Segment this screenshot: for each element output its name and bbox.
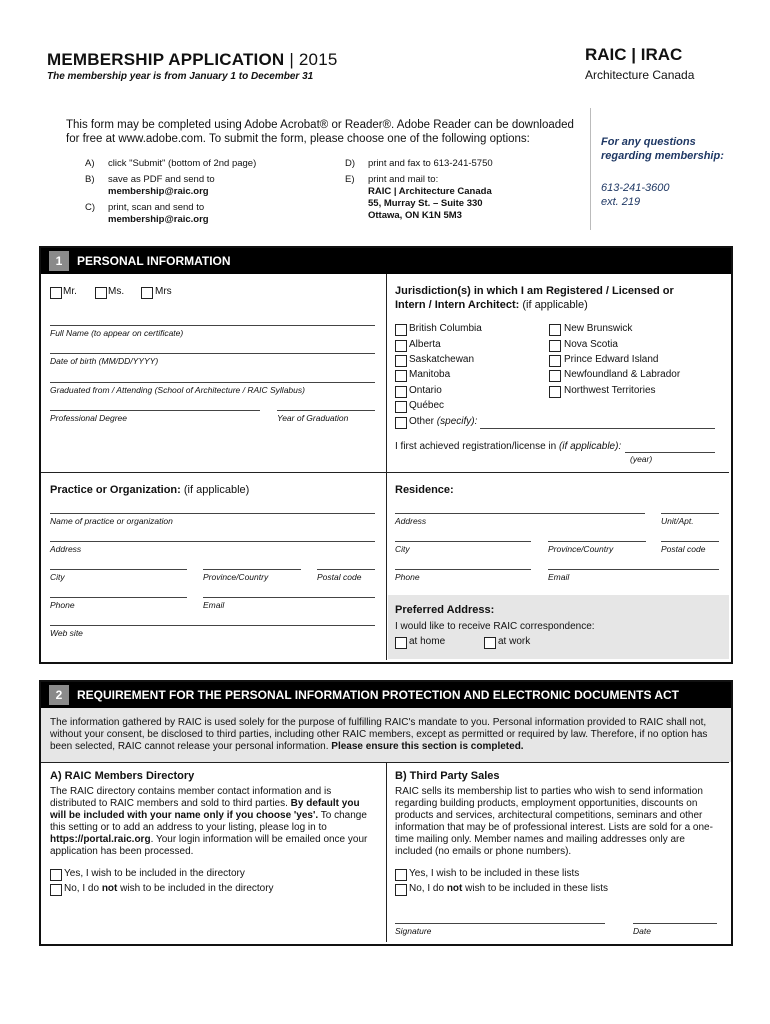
residence-province-field[interactable] [548,541,646,542]
jurisdiction-checkbox-other[interactable] [395,417,407,429]
option-a: A) click "Submit" (bottom of 2nd page) [85,158,257,169]
practice-city-field[interactable] [50,569,187,570]
jurisdiction-label-qc: Québec [409,400,445,411]
members-directory-heading: A) RAIC Members Directory [50,770,195,782]
jurisdiction-checkbox-qc[interactable] [395,401,407,413]
jurisdiction-checkbox-nl[interactable] [549,370,561,382]
year-label: (year) [630,454,653,464]
preferred-address-text: I would like to receive RAIC correspondence: [395,621,595,632]
ms-checkbox[interactable] [95,287,107,299]
section-number-badge: 1 [49,251,69,271]
practice-name-field[interactable] [50,513,375,514]
practice-name-label: Name of practice or organization [50,516,173,526]
residence-unit-label: Unit/Apt. [661,516,694,526]
residence-email-label: Email [548,572,570,582]
option-d: D) print and fax to 613-241-5750 [345,158,493,169]
option-e: E) print and mail to: RAIC | Architecture Canada 55, Murray St. – Suite 330 Ottawa, ON K1N 5M3 [345,174,492,221]
full-name-field[interactable] [50,325,375,326]
jurisdiction-label-pei: Prince Edward Island [564,354,659,365]
graduated-field[interactable] [50,382,375,383]
signature-field[interactable] [395,923,605,924]
practice-postal-field[interactable] [317,569,375,570]
option-b: B) save as PDF and send to membership@raic.org [85,174,215,197]
residence-address-label: Address [395,516,427,526]
jurisdiction-label-on: Ontario [409,385,442,396]
practice-email-field[interactable] [203,597,375,598]
signature-label: Signature [395,926,432,936]
mrs-label: Mrs [155,286,172,297]
raic-logo: RAIC | IRAC [585,45,683,64]
directory-no-checkbox[interactable] [50,884,62,896]
option-c: C) print, scan and send to membership@raic.org [85,202,209,225]
mrs-checkbox[interactable] [141,287,153,299]
jurisdiction-checkbox-pei[interactable] [549,355,561,367]
practice-phone-label: Phone [50,600,75,610]
jurisdiction-label-other: Other (specify): [409,416,478,427]
row-divider [41,472,729,473]
residence-province-label: Province/Country [548,544,614,554]
residence-postal-label: Postal code [661,544,706,554]
jurisdiction-label-nt: Northwest Territories [564,385,656,396]
practice-address-field[interactable] [50,541,375,542]
jurisdiction-label-nb: New Brunswick [564,323,633,334]
questions-box [590,108,753,230]
practice-postal-label: Postal code [317,572,362,582]
residence-city-field[interactable] [395,541,531,542]
date-label: Date [633,926,651,936]
jurisdiction-label-bc: British Columbia [409,323,482,334]
jurisdiction-label-ab: Alberta [409,339,441,350]
preferred-work-checkbox[interactable] [484,637,496,649]
residence-phone-field[interactable] [395,569,531,570]
jurisdiction-heading: Jurisdiction(s) in which I am Registered / Licensed or Intern / Intern Architect: (if applicable) [395,285,674,311]
ms-label: Ms. [108,286,125,297]
third-party-sales-text: RAIC sells its membership list to parties who wish to send information regarding building products, employment opportunities, discounts on products and services, architectural competitions, seminars and other information that may be of professional interest. Lists are sold for a one- time mailing only. Member names and mailing addresses only are included (no emails or phone numbers). [395,786,713,857]
practice-province-label: Province/Country [203,572,269,582]
residence-postal-field[interactable] [661,541,719,542]
directory-yes-checkbox[interactable] [50,869,62,881]
residence-email-field[interactable] [548,569,719,570]
third-party-yes-checkbox[interactable] [395,869,407,881]
jurisdiction-checkbox-nt[interactable] [549,386,561,398]
jurisdiction-checkbox-nb[interactable] [549,324,561,336]
column-divider [386,762,387,942]
practice-phone-field[interactable] [50,597,187,598]
section-1-header [41,248,731,274]
directory-no-label: No, I do not wish to be included in the directory [64,883,274,894]
third-party-no-checkbox[interactable] [395,884,407,896]
preferred-home-label: at home [409,636,446,647]
residence-unit-field[interactable] [661,513,719,514]
jurisdiction-label-ns: Nova Scotia [564,339,618,350]
jurisdiction-label-nl: Newfoundland & Labrador [564,369,681,380]
degree-field[interactable] [50,410,260,411]
preferred-work-label: at work [498,636,531,647]
practice-web-label: Web site [50,628,83,638]
section-title: REQUIREMENT FOR THE PERSONAL INFORMATION PROTECTION AND ELECTRONIC DOCUMENTS ACT [77,688,679,702]
first-registration-label: I first achieved registration/license in (if applicable): [395,441,622,452]
grad-year-label: Year of Graduation [277,413,349,423]
raic-logo-subtitle: Architecture Canada [585,68,695,82]
jurisdiction-checkbox-sk[interactable] [395,355,407,367]
column-divider [386,274,387,660]
practice-email-label: Email [203,600,225,610]
graduated-label: Graduated from / Attending (School of Architecture / RAIC Syllabus) [50,385,305,395]
jurisdiction-checkbox-ns[interactable] [549,340,561,352]
dob-field[interactable] [50,353,375,354]
mr-checkbox[interactable] [50,287,62,299]
dob-label: Date of birth (MM/DD/YYYY) [50,356,159,366]
section-number-badge: 2 [49,685,69,705]
residence-city-label: City [395,544,410,554]
intro-text: This form may be completed using Adobe Acrobat® or Reader®. Adobe Reader can be downloaded for free at www.adobe.com. To submit the form, please choose one of the following options: [66,119,574,145]
grad-year-field[interactable] [277,410,375,411]
preferred-home-checkbox[interactable] [395,637,407,649]
page-subtitle: The membership year is from January 1 to December 31 [47,71,314,82]
residence-phone-label: Phone [395,572,420,582]
section-2-header [41,682,731,708]
members-directory-text: The RAIC directory contains member contact information and is distributed to RAIC members and sold to third parties. By default you will be included with your name only if you choose 'yes'. To change this setting or to add an address to your listing, please log in to https://portal.raic.org. Your login information will be emailed once your application has been processed. [50,786,368,857]
first-registration-year-field[interactable] [625,452,715,453]
third-party-no-label: No, I do not wish to be included in these lists [409,883,608,894]
residence-address-field[interactable] [395,513,645,514]
jurisdiction-checkbox-mb[interactable] [395,370,407,382]
directory-yes-label: Yes, I wish to be included in the directory [64,868,245,879]
questions-contact: 613-241-3600 ext. 219 [601,182,670,208]
practice-city-label: City [50,572,65,582]
jurisdiction-checkbox-bc[interactable] [395,324,407,336]
practice-address-label: Address [50,544,82,554]
jurisdiction-checkbox-ab[interactable] [395,340,407,352]
mr-label: Mr. [63,286,77,297]
third-party-sales-heading: B) Third Party Sales [395,770,500,782]
preferred-address-heading: Preferred Address: [395,604,495,616]
section-title: PERSONAL INFORMATION [77,254,231,268]
jurisdiction-label-mb: Manitoba [409,369,451,380]
third-party-yes-label: Yes, I wish to be included in these lists [409,868,580,879]
other-specify-field[interactable] [480,428,715,429]
practice-heading: Practice or Organization: (if applicable) [50,484,250,496]
degree-label: Professional Degree [50,413,128,423]
practice-web-field[interactable] [50,625,375,626]
jurisdiction-checkbox-on[interactable] [395,386,407,398]
jurisdiction-label-sk: Saskatchewan [409,354,475,365]
full-name-label: Full Name (to appear on certificate) [50,328,184,338]
questions-heading: For any questions regarding membership: [601,136,724,162]
date-field[interactable] [633,923,717,924]
privacy-info-text: The information gathered by RAIC is used solely for the purpose of fulfilling RAIC's mandate to you. Personal information provided to RAIC shall not, without your consent, be disclosed to third parties, including other RAIC members, except as permitted or required by law. Therefore, if no option has been selected, RAIC cannot release your personal information. Please ensure this section is completed. [50,717,708,752]
practice-province-field[interactable] [203,569,301,570]
residence-heading: Residence: [395,484,454,496]
page-title: MEMBERSHIP APPLICATION | 2015 [47,50,338,69]
row-divider [41,762,729,763]
